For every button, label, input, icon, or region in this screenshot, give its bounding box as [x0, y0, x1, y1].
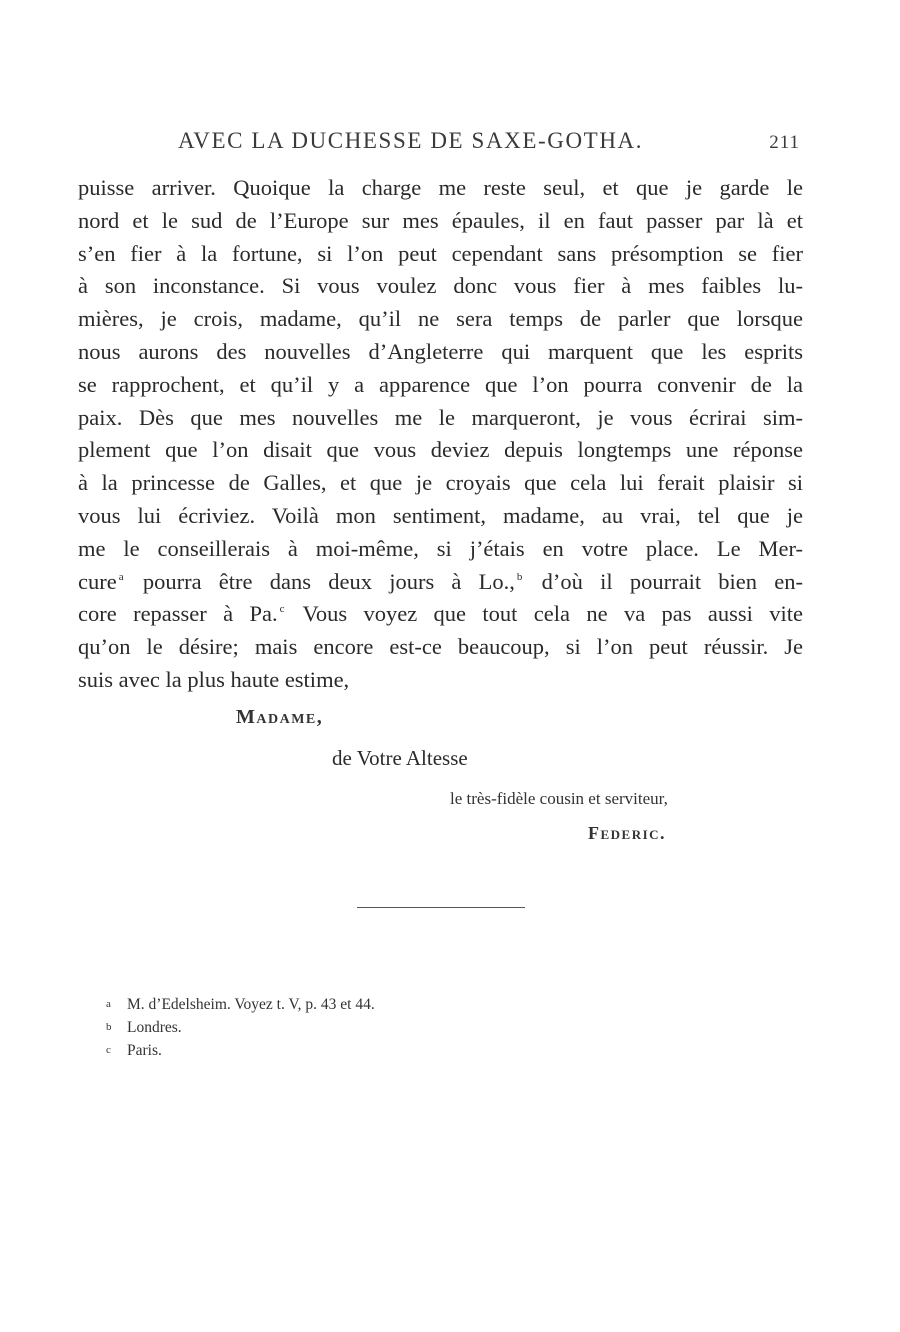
footnote-c — [106, 1039, 375, 1062]
footnote-mark: a — [106, 998, 111, 1010]
line-text: cure — [78, 568, 117, 594]
running-head — [78, 128, 800, 162]
line-text: d’où il pourrait bien en- — [541, 568, 804, 594]
body-line-with-notes — [78, 566, 803, 599]
body-line: mières, je crois, madame, qu’il ne sera temps de parler que lorsque — [78, 306, 803, 332]
footnote-mark: b — [106, 1021, 112, 1033]
footnote-text: Londres. — [127, 1019, 182, 1036]
body-line: suis avec la plus haute estime, — [78, 666, 350, 692]
running-title: AVEC LA DUCHESSE DE SAXE-GOTHA. — [178, 128, 644, 153]
closing-altesse: de Votre Altesse — [332, 746, 468, 770]
body-line: plement que l’on disait que vous deviez depuis longtemps une réponse — [78, 437, 803, 463]
salutation: Madame, — [236, 706, 324, 728]
body-line: à son inconstance. Si vous voulez donc vous fier à mes faibles lu- — [78, 273, 803, 299]
footnote-ref-b: b — [516, 570, 523, 583]
page-number: 211 — [769, 132, 800, 153]
letter-body — [78, 172, 803, 697]
body-line: qu’on le désire; mais encore est-ce beaucoup, si l’on peut réussir. Je — [78, 634, 803, 660]
footnote-text: Paris. — [127, 1042, 162, 1059]
line-text: pourra être dans deux jours à Lo., — [142, 568, 515, 594]
body-line: à la princesse de Galles, et que je croyais que cela lui ferait plaisir si — [78, 470, 803, 496]
body-line: s’en fier à la fortune, si l’on peut cependant sans présomption se fier — [78, 240, 803, 266]
closing-servant: le très-fidèle cousin et serviteur, — [450, 789, 668, 808]
footnote-text: M. d’Edelsheim. Voyez t. V, p. 43 et 44. — [127, 996, 375, 1013]
footnote-ref-a: a — [118, 570, 124, 583]
body-line: se rapprochent, et qu’il y a apparence que l’on pourra convenir de la — [78, 371, 803, 397]
body-line-with-notes — [78, 598, 803, 631]
body-line: puisse arriver. Quoique la charge me reste seul, et que je garde le — [78, 175, 803, 200]
body-line: nous aurons des nouvelles d’Angleterre qui marquent que les esprits — [78, 338, 803, 364]
signature: Federic. — [588, 823, 667, 843]
line-text: Vous voyez que tout cela ne va pas aussi vite — [302, 601, 804, 627]
footnote-a — [106, 993, 375, 1016]
footnote-mark: c — [106, 1044, 111, 1056]
footnotes — [106, 993, 375, 1062]
separator-rule — [357, 907, 525, 908]
footnote-ref-c: c — [279, 603, 285, 616]
body-line: me le conseillerais à moi-même, si j’étais en votre place. Le Mer- — [78, 535, 803, 561]
body-line: vous lui écriviez. Voilà mon sentiment, madame, au vrai, tel que je — [78, 502, 803, 528]
footnote-b — [106, 1016, 375, 1039]
body-line: nord et le sud de l’Europe sur mes épaules, il en faut passer par là et — [78, 207, 803, 233]
body-line: paix. Dès que mes nouvelles me le marqueront, je vous écrirai sim- — [78, 404, 803, 430]
line-text: core repasser à Pa. — [78, 601, 278, 627]
